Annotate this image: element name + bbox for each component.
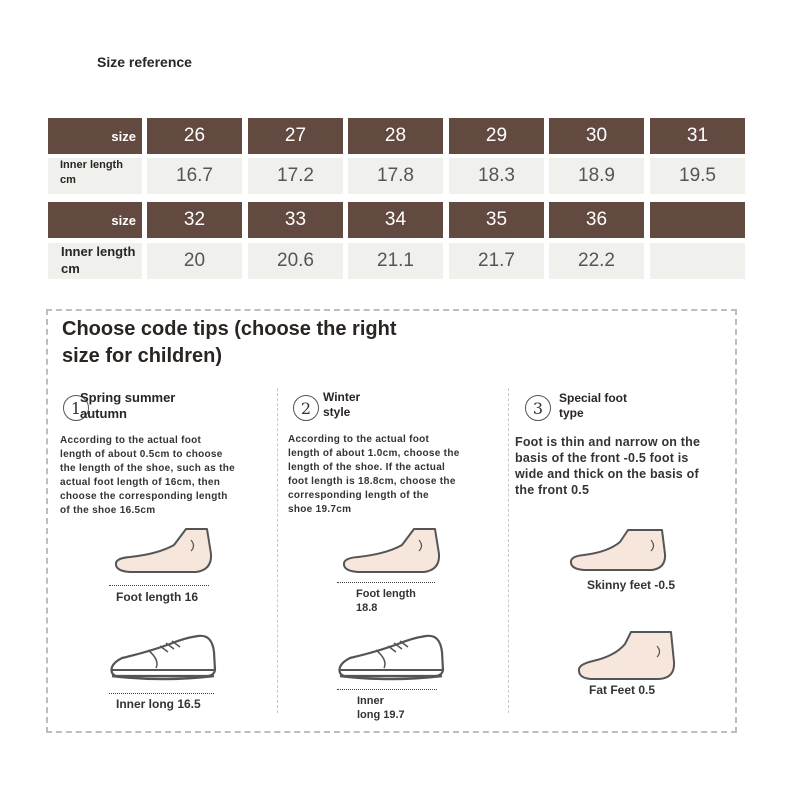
- size-row-label: size: [48, 202, 142, 238]
- label-line: cm: [60, 174, 76, 186]
- heading-line: autumn: [80, 406, 127, 421]
- inner-length-cell: 18.9: [549, 158, 644, 194]
- measure-line: [337, 689, 437, 690]
- caption-line: Foot length: [356, 588, 416, 600]
- inner-length-cell: 21.1: [348, 243, 443, 279]
- column-heading: [80, 390, 175, 422]
- desc-line: actual foot length of 16cm, then: [60, 477, 221, 488]
- size-row-label: size: [48, 118, 142, 154]
- page-title: Size reference: [97, 54, 192, 70]
- tips-title: [62, 316, 442, 370]
- inner-length-cell: 17.8: [348, 158, 443, 194]
- measure-line: [337, 582, 435, 583]
- shoe-caption: [357, 694, 405, 722]
- caption-line: 18.8: [356, 602, 378, 614]
- skinny-foot-icon: [568, 528, 678, 574]
- step-number-badge: 1: [63, 395, 89, 421]
- heading-line: Special foot: [559, 391, 628, 405]
- desc-line: choose the corresponding length: [60, 491, 228, 502]
- column-divider: [277, 388, 278, 713]
- label-line: cm: [61, 261, 80, 276]
- caption-line: Inner: [357, 695, 384, 707]
- shoe-icon: [108, 632, 218, 684]
- desc-line: basis of the front -0.5 foot is: [515, 451, 689, 465]
- caption-line: long 19.7: [357, 709, 405, 721]
- size-cell: 31: [650, 118, 745, 154]
- step-number-badge: 2: [293, 395, 319, 421]
- foot-caption: Foot length 16: [116, 590, 198, 604]
- inner-length-cell: 20: [147, 243, 242, 279]
- inner-length-cell: 18.3: [449, 158, 544, 194]
- desc-line: foot length is 18.8cm, choose the: [288, 476, 456, 487]
- label-line: Inner length: [61, 244, 136, 259]
- size-cell: [650, 202, 745, 238]
- size-cell: 27: [248, 118, 343, 154]
- desc-line: the front 0.5: [515, 483, 590, 497]
- heading-line: Spring summer: [80, 390, 176, 405]
- size-cell: 26: [147, 118, 242, 154]
- inner-length-cell: 17.2: [248, 158, 343, 194]
- label-line: Inner length: [60, 159, 123, 171]
- measure-line: [109, 693, 214, 694]
- tips-title-line: Choose code tips (choose the right: [62, 318, 397, 340]
- column-divider: [508, 388, 509, 713]
- heading-line: style: [323, 405, 351, 419]
- measure-line: [109, 585, 209, 586]
- desc-line: shoe 19.7cm: [288, 504, 352, 515]
- column-description: [515, 434, 700, 498]
- desc-line: the length of the shoe, such as the: [60, 463, 235, 474]
- foot-caption: [356, 587, 416, 615]
- column-description: [60, 434, 235, 518]
- size-cell: 36: [549, 202, 644, 238]
- desc-line: corresponding length of the: [288, 490, 429, 501]
- foot-icon: [336, 526, 446, 576]
- desc-line: length of the shoe. If the actual: [288, 462, 446, 473]
- desc-line: According to the actual foot: [288, 434, 430, 445]
- column-heading: [559, 391, 627, 421]
- shoe-icon: [336, 632, 446, 684]
- inner-length-row-label: [48, 158, 142, 194]
- size-cell: 35: [449, 202, 544, 238]
- size-cell: 33: [248, 202, 343, 238]
- skinny-caption: Skinny feet -0.5: [587, 578, 676, 592]
- inner-length-cell: [650, 243, 745, 279]
- foot-icon: [108, 526, 218, 576]
- inner-length-cell: 16.7: [147, 158, 242, 194]
- heading-line: Winter: [323, 390, 361, 404]
- fat-foot-icon: [575, 630, 680, 682]
- desc-line: Foot is thin and narrow on the: [515, 435, 701, 449]
- size-cell: 32: [147, 202, 242, 238]
- shoe-caption: Inner long 16.5: [116, 697, 201, 711]
- inner-length-row-label: [48, 243, 142, 279]
- inner-length-cell: 22.2: [549, 243, 644, 279]
- heading-line: type: [559, 406, 584, 420]
- size-cell: 29: [449, 118, 544, 154]
- desc-line: According to the actual foot: [60, 435, 202, 446]
- size-cell: 30: [549, 118, 644, 154]
- size-cell: 28: [348, 118, 443, 154]
- inner-length-cell: 21.7: [449, 243, 544, 279]
- size-cell: 34: [348, 202, 443, 238]
- tips-title-line: size for children): [62, 345, 223, 367]
- inner-length-cell: 19.5: [650, 158, 745, 194]
- step-number-badge: 3: [525, 395, 551, 421]
- desc-line: wide and thick on the basis of: [515, 467, 699, 481]
- fat-caption: Fat Feet 0.5: [589, 683, 656, 697]
- inner-length-cell: 20.6: [248, 243, 343, 279]
- desc-line: of the shoe 16.5cm: [60, 505, 156, 516]
- desc-line: length of about 0.5cm to choose: [60, 449, 223, 460]
- desc-line: length of about 1.0cm, choose the: [288, 448, 460, 459]
- column-heading: [323, 390, 360, 420]
- column-description: [288, 433, 460, 517]
